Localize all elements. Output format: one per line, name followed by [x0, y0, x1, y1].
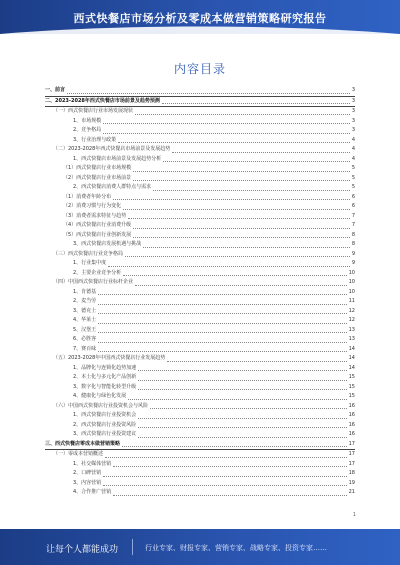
toc-leader-dots	[128, 399, 346, 400]
toc-entry[interactable]	[45, 288, 355, 298]
toc-leader-dots	[133, 228, 350, 229]
toc-entry[interactable]	[45, 240, 355, 250]
toc-leader-dots	[98, 351, 346, 352]
document-footer	[0, 529, 400, 565]
toc-entry[interactable]	[45, 469, 355, 479]
toc-entry-page: 3	[351, 97, 355, 104]
toc-leader-dots	[98, 323, 346, 324]
toc-leader-dots	[150, 408, 347, 409]
toc-leader-dots	[167, 361, 346, 362]
toc-entry-page: 10	[348, 288, 355, 295]
toc-entry-text: （2）消费习惯与行为变化	[63, 203, 122, 209]
toc-leader-dots	[133, 237, 350, 238]
toc-leader-dots	[143, 247, 350, 248]
toc-entry-page: 14	[348, 355, 355, 361]
toc-leader-dots	[98, 342, 346, 343]
toc-entry-text: （一）西式快餐店行业市场发展现状	[53, 108, 134, 114]
toc-leader-dots	[162, 103, 350, 104]
toc-entry-page: 16	[348, 402, 355, 409]
toc-entry-page: 7	[351, 222, 355, 228]
toc-entry-page: 9	[351, 250, 355, 257]
toc-entry-page: 14	[348, 345, 355, 352]
toc-entry-page: 10	[348, 269, 355, 276]
toc-leader-dots	[123, 275, 346, 276]
footer-slogan: 让每个人都能成功	[46, 545, 119, 555]
page-number: 1	[352, 512, 356, 518]
toc-entry-text: 3、西式快餐店发展机遇与挑战	[73, 241, 142, 247]
toc-entry[interactable]	[45, 430, 355, 440]
toc-leader-dots	[113, 466, 346, 467]
table-of-contents	[45, 86, 355, 498]
toc-entry-text: 1、社交媒体营销	[73, 460, 112, 467]
toc-leader-dots	[113, 495, 346, 496]
toc-entry-page: 12	[348, 307, 355, 314]
header-decoration	[0, 24, 400, 34]
toc-leader-dots	[172, 152, 350, 153]
toc-entry-text: （1）消费者年龄分布	[63, 193, 112, 200]
toc-entry-text: 3、数字化与智能化转型升级	[73, 383, 137, 390]
toc-entry-page: 7	[351, 212, 355, 219]
toc-entry-text: （三）西式快餐店行业竞争格局	[53, 250, 124, 257]
toc-entry-text: 4、华莱士	[73, 317, 97, 323]
document-header	[0, 0, 400, 34]
toc-entry[interactable]	[45, 326, 355, 336]
toc-leader-dots	[133, 180, 350, 181]
toc-entry-text: （1）西式快餐店行业市场规模	[63, 165, 132, 171]
toc-leader-dots	[163, 161, 350, 162]
toc-entry-page: 17	[348, 460, 355, 467]
toc-entry-text: （六）中国西式快餐店行业投资机会与风险	[53, 402, 149, 409]
toc-entry[interactable]	[45, 155, 355, 165]
toc-entry[interactable]	[45, 164, 355, 174]
toc-entry[interactable]	[45, 193, 355, 203]
toc-leader-dots	[128, 218, 350, 219]
toc-entry[interactable]	[45, 488, 355, 498]
toc-leader-dots	[135, 285, 347, 286]
toc-entry-text: 二、2023-2028年西式快餐店市场前景及趋势预测	[45, 97, 160, 104]
toc-entry-text: （5）西式快餐店行业创新发展	[63, 231, 132, 238]
toc-entry[interactable]	[45, 202, 355, 212]
toc-entry-text: 2、本土化与多元化产品创新	[73, 374, 137, 380]
toc-entry[interactable]	[45, 373, 355, 383]
toc-entry-text: 7、赛百味	[73, 345, 97, 352]
toc-leader-dots	[103, 485, 346, 486]
toc-entry-page: 4	[351, 136, 355, 143]
toc-entry-text: 6、必胜客	[73, 336, 97, 342]
toc-leader-dots	[98, 294, 346, 295]
toc-entry[interactable]	[45, 136, 355, 146]
toc-entry[interactable]	[45, 440, 355, 451]
toc-entry[interactable]	[45, 97, 355, 108]
report-title: 西式快餐店市场分析及零成本做营销策略研究报告	[73, 12, 327, 25]
toc-entry-page: 17	[348, 440, 355, 447]
toc-entry-page: 16	[348, 431, 355, 437]
toc-entry[interactable]	[45, 250, 355, 260]
toc-entry[interactable]	[45, 117, 355, 127]
toc-entry[interactable]	[45, 450, 355, 460]
toc-entry[interactable]	[45, 183, 355, 193]
toc-entry-page: 14	[348, 364, 355, 371]
toc-leader-dots	[118, 142, 350, 143]
toc-entry-text: （一）零成本营销概述	[53, 451, 104, 457]
toc-entry[interactable]	[45, 307, 355, 317]
toc-entry-text: 2、麦当劳	[73, 298, 97, 304]
toc-entry-text: 2、口碑营销	[73, 470, 102, 476]
footer-divider	[132, 539, 133, 555]
toc-entry[interactable]	[45, 345, 355, 355]
toc-entry[interactable]	[45, 335, 355, 345]
toc-entry-text: 1、西式快餐店行业投资机会	[73, 412, 137, 418]
toc-leader-dots	[133, 171, 350, 172]
toc-entry-page: 6	[351, 203, 355, 209]
toc-entry-page: 16	[348, 412, 355, 418]
toc-entry[interactable]	[45, 297, 355, 307]
toc-entry-text: 1、市场规模	[73, 117, 102, 124]
toc-entry-page: 6	[351, 193, 355, 200]
toc-entry-page: 18	[348, 470, 355, 476]
toc-entry[interactable]	[45, 212, 355, 222]
toc-entry-page: 16	[348, 421, 355, 428]
toc-entry-page: 17	[348, 451, 355, 457]
toc-entry-page: 10	[348, 279, 355, 285]
toc-leader-dots	[138, 380, 346, 381]
toc-entry-page: 19	[348, 479, 355, 486]
toc-entry[interactable]	[45, 402, 355, 412]
toc-entry-text: 3、德克士	[73, 307, 97, 314]
toc-entry-page: 4	[351, 155, 355, 162]
toc-entry[interactable]	[45, 364, 355, 374]
toc-entry[interactable]	[45, 86, 355, 97]
toc-entry-text: 3、内容营销	[73, 479, 102, 486]
footer-expert-list: 行业专家、财报专家、营销专家、战略专家、投资专家……	[145, 544, 327, 552]
toc-entry-page: 13	[348, 336, 355, 342]
toc-entry-text: （4）西式快餐店行业消费升级	[63, 222, 132, 228]
toc-entry-text: （四）中国西式快餐店行业标杆企业	[53, 279, 134, 285]
toc-entry-text: 4、健康化与绿色化发展	[73, 393, 127, 399]
toc-leader-dots	[105, 457, 347, 458]
toc-heading: 内容目录	[173, 62, 226, 76]
toc-entry[interactable]	[45, 107, 355, 117]
toc-entry-page: 3	[351, 117, 355, 124]
toc-entry-page: 12	[348, 317, 355, 323]
toc-leader-dots	[98, 304, 346, 305]
toc-leader-dots	[122, 446, 347, 447]
toc-leader-dots	[138, 370, 346, 371]
toc-entry-page: 11	[348, 298, 355, 304]
toc-entry-text: 2、竞争格局	[73, 127, 102, 133]
toc-entry-text: 一、前言	[45, 87, 66, 93]
toc-leader-dots	[103, 476, 346, 477]
toc-entry-page: 3	[351, 127, 355, 133]
toc-entry-text: 1、行业集中度	[73, 260, 107, 266]
toc-entry-page: 15	[348, 393, 355, 399]
toc-entry-page: 13	[348, 326, 355, 333]
toc-entry[interactable]	[45, 174, 355, 184]
toc-entry-page: 15	[348, 374, 355, 380]
toc-entry-page: 8	[351, 231, 355, 238]
toc-entry[interactable]	[45, 221, 355, 231]
toc-entry-text: 三、西式快餐店零成本做营销策略	[45, 440, 121, 447]
toc-leader-dots	[98, 313, 346, 314]
toc-entry[interactable]	[45, 460, 355, 470]
toc-entry-page: 4	[351, 146, 355, 152]
toc-entry[interactable]	[45, 411, 355, 421]
toc-entry[interactable]	[45, 479, 355, 489]
toc-entry-page: 21	[348, 489, 355, 495]
toc-entry-page: 3	[351, 108, 355, 114]
toc-leader-dots	[108, 266, 350, 267]
toc-entry[interactable]	[45, 126, 355, 136]
toc-leader-dots	[103, 133, 350, 134]
toc-entry[interactable]	[45, 316, 355, 326]
toc-entry-text: （五）2023-2028年中国西式快餐店行业发展趋势	[53, 355, 166, 361]
toc-entry-text: 2、西式快餐店消费人群特点与需求	[73, 184, 152, 190]
toc-entry-text: 1、品牌化与连锁化趋势加速	[73, 364, 137, 371]
toc-entry-text: 5、汉堡王	[73, 326, 97, 333]
toc-leader-dots	[138, 427, 346, 428]
toc-entry-page: 9	[351, 260, 355, 266]
toc-leader-dots	[138, 389, 346, 390]
toc-entry-text: 4、合作推广营销	[73, 489, 112, 495]
toc-leader-dots	[125, 256, 350, 257]
toc-leader-dots	[138, 437, 346, 438]
toc-entry-text: 2、西式快餐店行业投资风险	[73, 421, 137, 428]
toc-entry-text: 3、行业治理与政策	[73, 136, 117, 143]
toc-entry[interactable]	[45, 269, 355, 279]
toc-entry[interactable]	[45, 392, 355, 402]
toc-entry-page: 3	[351, 87, 355, 93]
toc-entry[interactable]	[45, 259, 355, 269]
toc-leader-dots	[153, 190, 350, 191]
toc-entry-text: （2）西式快餐店行业市场前景	[63, 174, 132, 181]
toc-entry-text: 1、西式快餐店市场前景及发展趋势分析	[73, 155, 162, 162]
toc-entry-page: 5	[351, 184, 355, 190]
toc-leader-dots	[138, 418, 346, 419]
toc-leader-dots	[103, 123, 350, 124]
toc-entry[interactable]	[45, 421, 355, 431]
toc-entry-text: （二）2023-2028年西式快餐店市场前景及发展趋势	[53, 146, 171, 152]
toc-entry-page: 15	[348, 383, 355, 390]
toc-entry-text: 3、西式快餐店行业投资建议	[73, 431, 137, 437]
toc-entry-text: 2、主要企业竞争分析	[73, 269, 122, 276]
toc-leader-dots	[98, 332, 346, 333]
toc-entry-page: 5	[351, 174, 355, 181]
toc-entry-text: （3）消费者需求特征与趋势	[63, 212, 127, 219]
toc-entry[interactable]	[45, 278, 355, 288]
toc-leader-dots	[113, 199, 350, 200]
toc-entry-text: 1、肯德基	[73, 288, 97, 295]
toc-leader-dots	[67, 93, 350, 94]
toc-entry[interactable]	[45, 383, 355, 393]
toc-leader-dots	[135, 114, 350, 115]
toc-entry[interactable]	[45, 145, 355, 155]
toc-entry-page: 8	[351, 241, 355, 247]
toc-entry[interactable]	[45, 231, 355, 241]
toc-entry-page: 5	[351, 165, 355, 171]
toc-entry[interactable]	[45, 354, 355, 364]
toc-leader-dots	[123, 209, 350, 210]
